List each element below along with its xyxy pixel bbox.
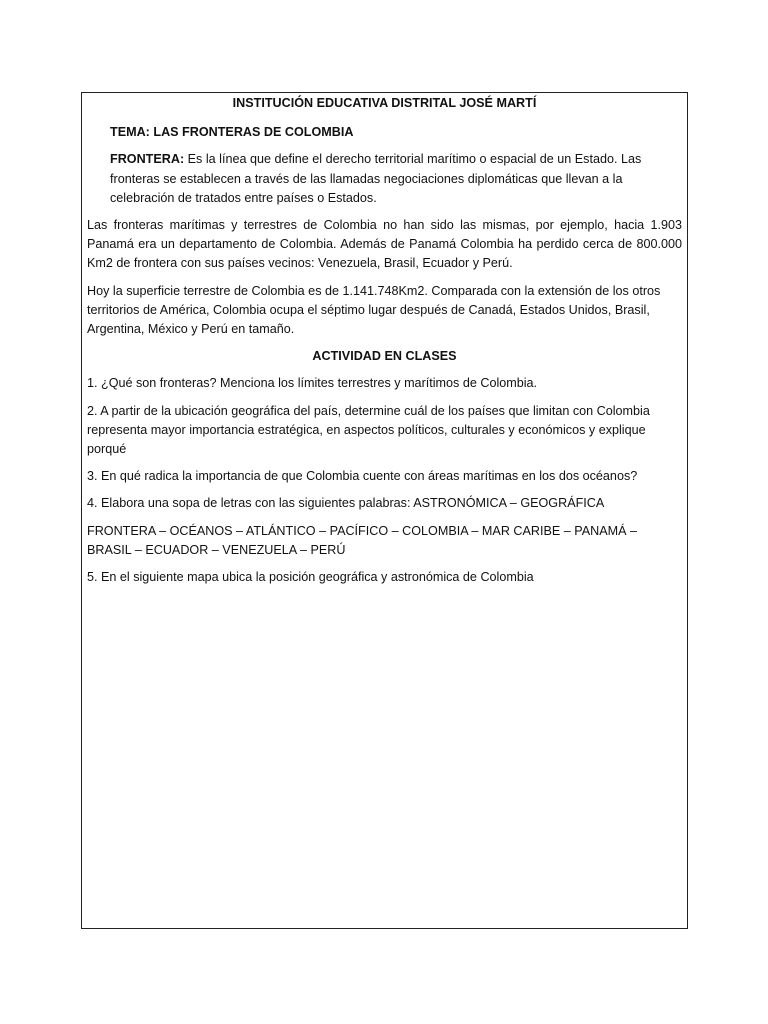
definition-term: FRONTERA: <box>110 152 185 167</box>
question-1: 1. ¿Qué son fronteras? Menciona los límites terrestres y marítimos de Colombia. <box>87 376 538 391</box>
question-3: 3. En qué radica la importancia de que Colombia cuente con áreas marítimas en los dos océanos? <box>87 469 638 484</box>
topic-heading: TEMA: LAS FRONTERAS DE COLOMBIA <box>110 125 354 140</box>
question-4: 4. Elabora una sopa de letras con las siguientes palabras: ASTRONÓMICA – GEOGRÁFICA <box>87 496 605 511</box>
definition-paragraph <box>87 150 682 208</box>
question-5: 5. En el siguiente mapa ubica la posición geográfica y astronómica de Colombia <box>87 570 534 585</box>
institution-title: INSTITUCIÓN EDUCATIVA DISTRITAL JOSÉ MARTÍ <box>232 96 537 110</box>
definition-text: Es la línea que define el derecho territorial marítimo o espacial de un Estado. Las fronteras se establecen a través de las llamadas negociaciones diplomáticas que llevan a la celebración de tratados entre países o Estados. <box>110 152 642 205</box>
document-frame <box>81 92 688 929</box>
question-2: 2. A partir de la ubicación geográfica del país, determine cuál de los países que limitan con Colombia representa mayor importancia estratégica, en aspectos políticos, culturales y económicos y explique porqué <box>87 403 650 457</box>
question-4-word-list: FRONTERA – OCÉANOS – ATLÁNTICO – PACÍFICO – COLOMBIA – MAR CARIBE – PANAMÁ – BRASIL – ECUADOR – VENEZUELA – PERÚ <box>87 523 638 557</box>
activity-heading: ACTIVIDAD EN CLASES <box>312 349 457 364</box>
paragraph-borders-history: Las fronteras marítimas y terrestres de Colombia no han sido las mismas, por ejemplo, hacia 1.903 Panamá era un departamento de Colombia. Además de Panamá Colombia ha perdido cerca de 800.000 Km2 de frontera con sus países vecinos: Venezuela, Brasil, Ecuador y Perú. <box>87 218 682 271</box>
paragraph-surface: Hoy la superficie terrestre de Colombia es de 1.141.748Km2. Comparada con la extensión de los otros territorios de América, Colombia ocupa el séptimo lugar después de Canadá, Estados Unidos, Brasil, Argentina, México y Perú en tamaño. <box>87 283 661 337</box>
